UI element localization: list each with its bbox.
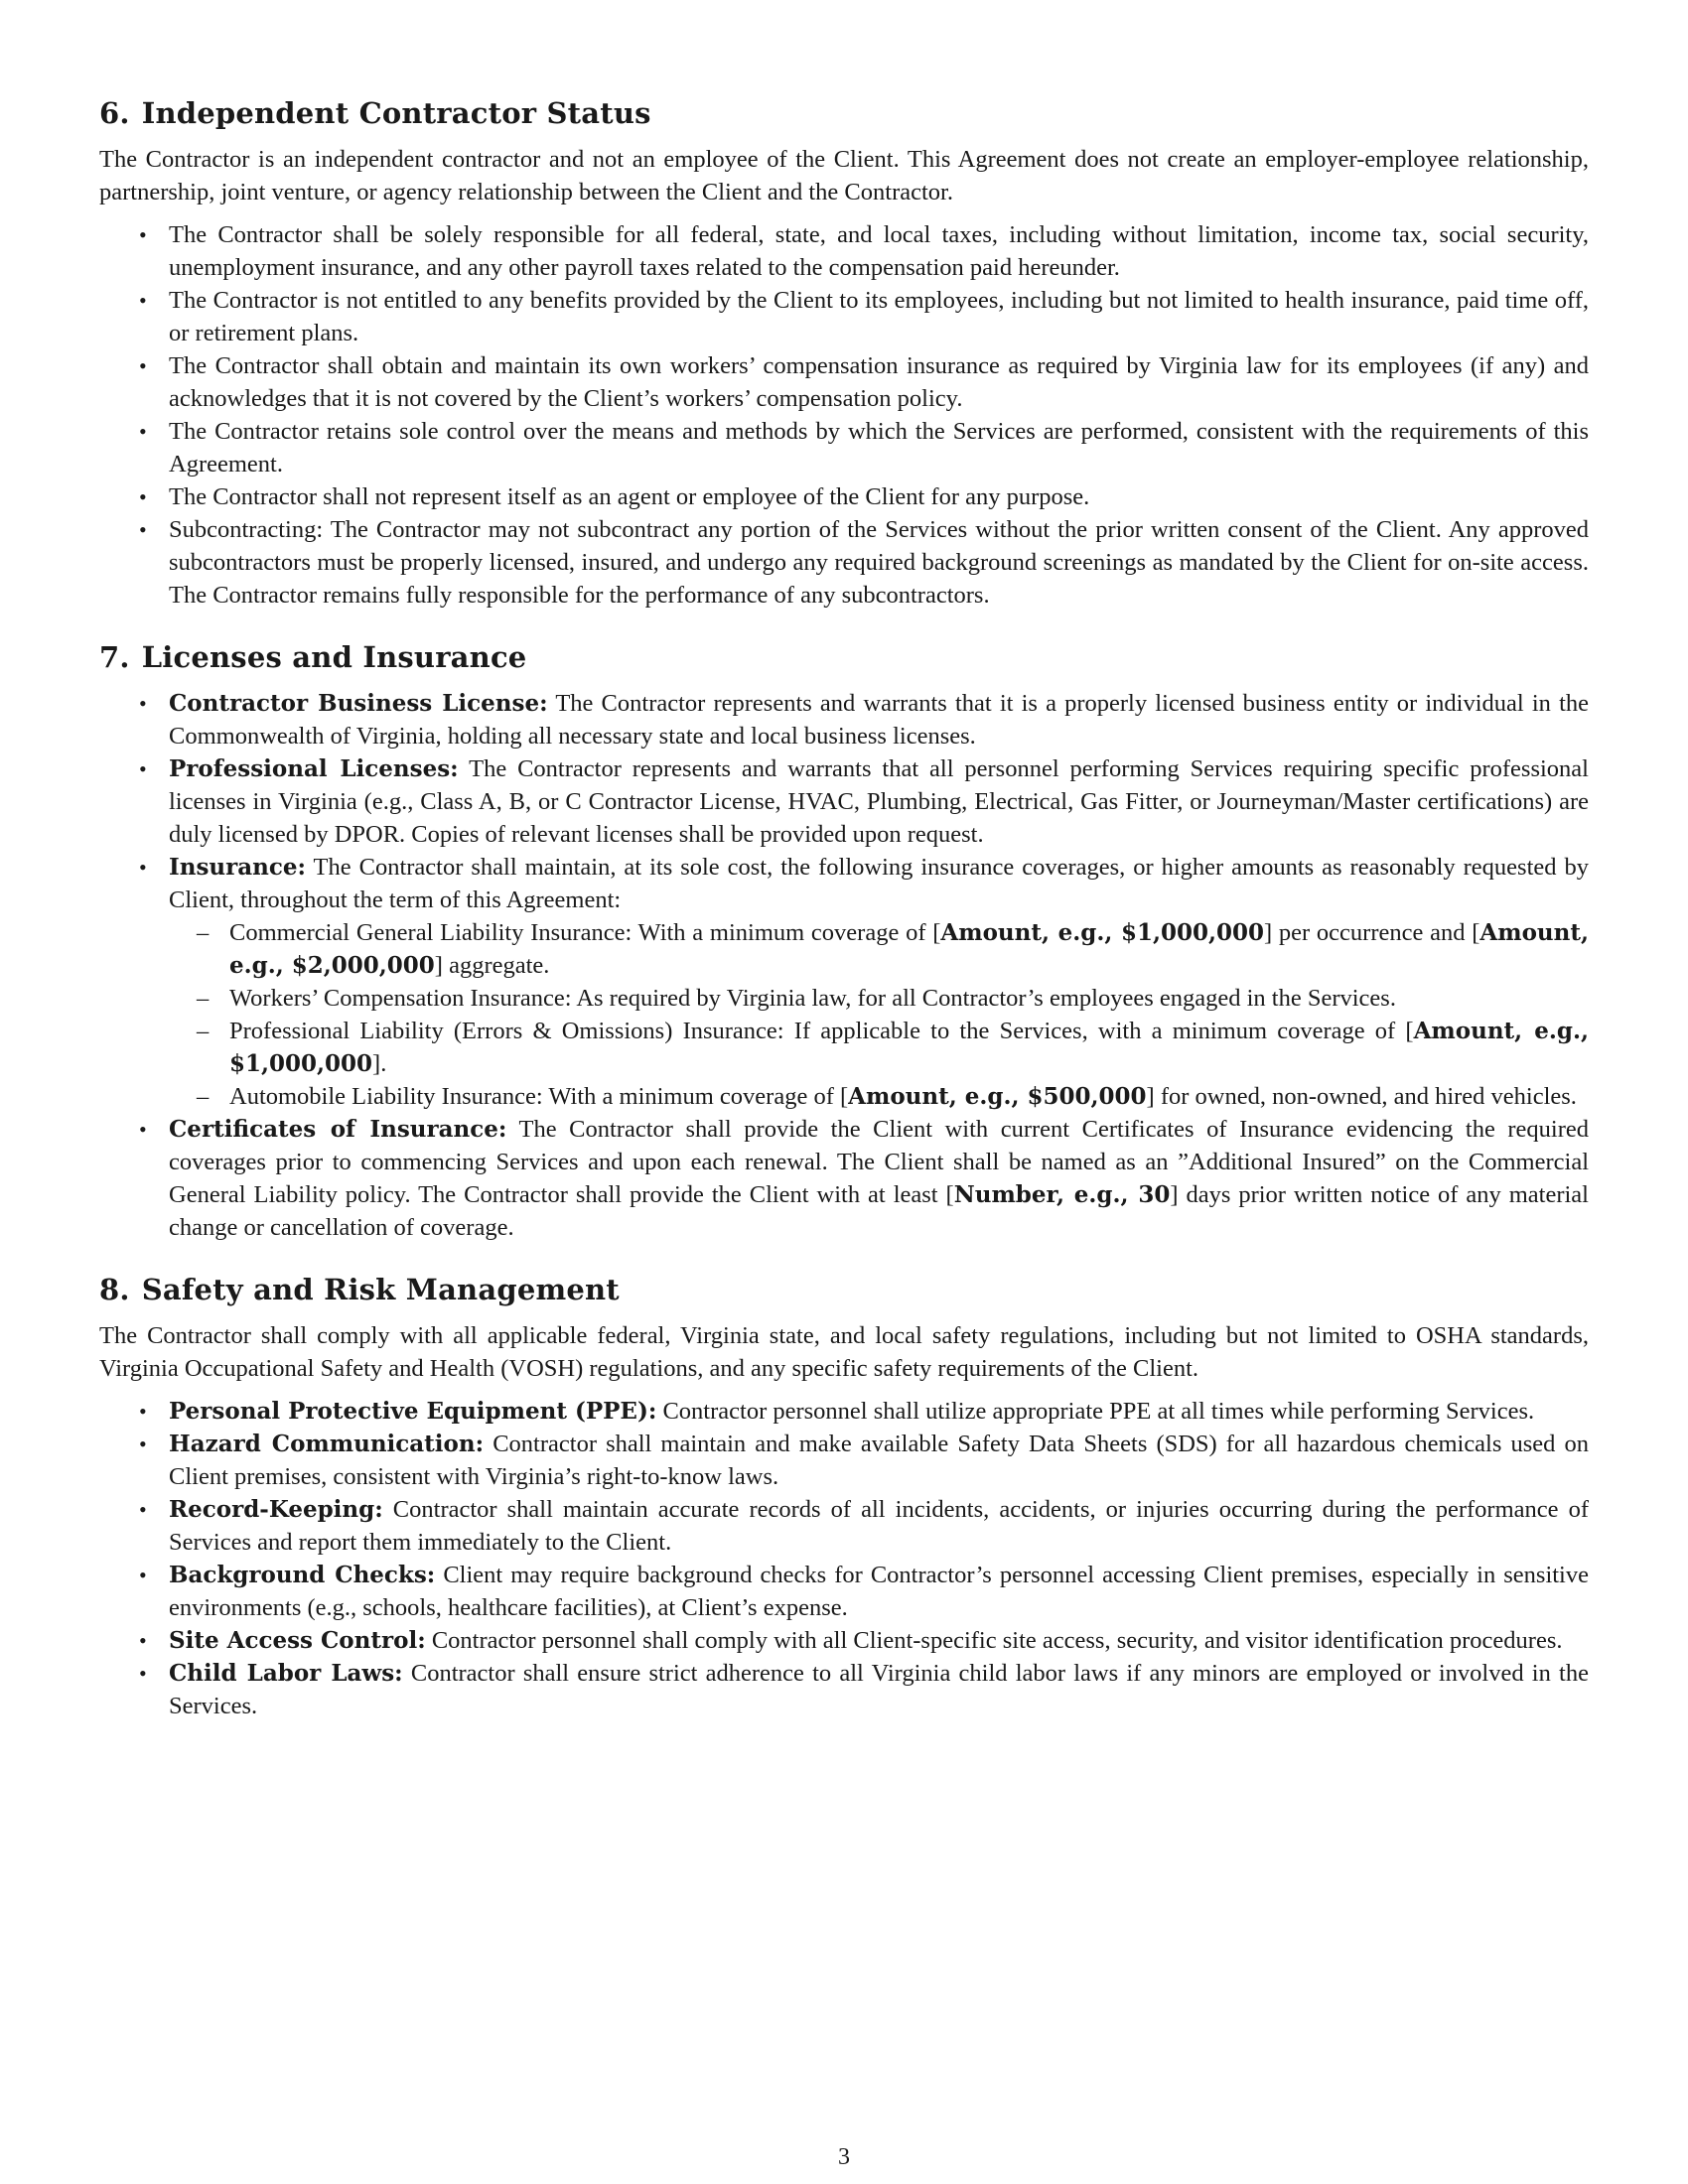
list-item: • The Contractor retains sole control over the means and methods by which the Services are performed, consistent with the requirements of this Agreement.	[99, 415, 1589, 480]
bullet-icon: •	[139, 222, 147, 247]
list-item: • Contractor Business License: The Contractor represents and warrants that it is a properly licensed business entity or individual in the Commonwealth of Virginia, holding all necessary state and local business licenses.	[99, 687, 1589, 752]
section-heading	[99, 639, 1589, 675]
bullet-icon: •	[139, 1497, 147, 1522]
section-number: 8.	[99, 1273, 130, 1306]
section-title: Licenses and Insurance	[141, 640, 527, 674]
item-label: Record-Keeping:	[169, 1496, 383, 1523]
dash-icon: –	[197, 1083, 210, 1110]
section-safety-and-risk-management	[99, 1272, 1589, 1722]
section-title: Independent Contractor Status	[141, 96, 651, 130]
sub-list-item: – Automobile Liability Insurance: With a minimum coverage of [Amount, e.g., $500,000] for owned, non-owned, and hired vehicles.	[169, 1080, 1589, 1113]
list-item: • Background Checks: Client may require background checks for Contractor’s personnel accessing Client premises, especially in sensitive environments (e.g., schools, healthcare facilities), at Client’s expense.	[99, 1559, 1589, 1624]
bullet-icon: •	[139, 691, 147, 716]
bullet-list	[99, 218, 1589, 612]
bullet-icon: •	[139, 756, 147, 781]
item-label: Hazard Communication:	[169, 1431, 485, 1457]
bullet-icon: •	[139, 288, 147, 313]
section-licenses-and-insurance	[99, 639, 1589, 1244]
list-item: • The Contractor is not entitled to any benefits provided by the Client to its employees, including but not limited to health insurance, paid time off, or retirement plans.	[99, 284, 1589, 349]
list-item: • The Contractor shall be solely responsible for all federal, state, and local taxes, including without limitation, income tax, social security, unemployment insurance, and any other payroll taxes related to the compensation paid hereunder.	[99, 218, 1589, 284]
list-item: • Child Labor Laws: Contractor shall ensure strict adherence to all Virginia child labor laws if any minors are employed or involved in the Services.	[99, 1657, 1589, 1722]
bullet-icon: •	[139, 1563, 147, 1587]
dash-icon: –	[197, 919, 210, 946]
bullet-icon: •	[139, 419, 147, 444]
section-heading	[99, 1272, 1589, 1307]
dash-icon: –	[197, 985, 210, 1012]
section-intro: The Contractor is an independent contractor and not an employee of the Client. This Agreement does not create an employer-employee relationship, partnership, joint venture, or agency relationship between the Client and the Contractor.	[99, 146, 1589, 205]
list-item: • Hazard Communication: Contractor shall maintain and make available Safety Data Sheets (SDS) for all hazardous chemicals used on Client premises, consistent with Virginia’s right-to-know laws.	[99, 1428, 1589, 1493]
section-heading	[99, 95, 1589, 131]
bullet-icon: •	[139, 1117, 147, 1142]
section-intro: The Contractor shall comply with all applicable federal, Virginia state, and local safety regulations, including but not limited to OSHA standards, Virginia Occupational Safety and Health (VOSH) regulations, and any specific safety requirements of the Client.	[99, 1322, 1589, 1382]
item-label: Site Access Control:	[169, 1627, 426, 1654]
list-item: • The Contractor shall not represent itself as an agent or employee of the Client for any purpose.	[99, 480, 1589, 513]
sub-list	[169, 916, 1589, 1113]
bullet-icon: •	[139, 1399, 147, 1424]
item-label: Background Checks:	[169, 1562, 436, 1588]
bullet-icon: •	[139, 1628, 147, 1653]
dash-icon: –	[197, 1018, 210, 1044]
bullet-icon: •	[139, 484, 147, 509]
list-item: • The Contractor shall obtain and maintain its own workers’ compensation insurance as required by Virginia law for its employees (if any) and acknowledges that it is not covered by the Client’s workers’ compensation policy.	[99, 349, 1589, 415]
sub-list-item: – Commercial General Liability Insurance: With a minimum coverage of [Amount, e.g., $1,000,000] per occurrence and [Amount, e.g., $2,000,000] aggregate.	[169, 916, 1589, 982]
list-item: • Subcontracting: The Contractor may not subcontract any portion of the Services without the prior written consent of the Client. Any approved subcontractors must be properly licensed, insured, and undergo any required background screenings as mandated by the Client for on-site access. The Contractor remains fully responsible for the performance of any subcontractors.	[99, 513, 1589, 612]
bullet-icon: •	[139, 1432, 147, 1456]
bullet-icon: •	[139, 1661, 147, 1686]
bullet-list	[99, 1395, 1589, 1722]
list-item: • Certificates of Insurance: The Contractor shall provide the Client with current Certificates of Insurance evidencing the required coverages prior to commencing Services and upon each renewal. The Client shall be named as an ”Additional Insured” on the Commercial General Liability policy. The Contractor shall provide the Client with at least [Number, e.g., 30] days prior written notice of any material change or cancellation of coverage.	[99, 1113, 1589, 1244]
item-label: Contractor Business License:	[169, 690, 548, 717]
section-title: Safety and Risk Management	[141, 1273, 620, 1306]
item-label: Insurance:	[169, 854, 307, 881]
page-number: 3	[838, 2144, 850, 2170]
item-label: Personal Protective Equipment (PPE):	[169, 1398, 657, 1425]
bullet-icon: •	[139, 517, 147, 542]
list-item: • Site Access Control: Contractor personnel shall comply with all Client-specific site access, security, and visitor identification procedures.	[99, 1624, 1589, 1657]
item-label: Child Labor Laws:	[169, 1660, 403, 1687]
bullet-icon: •	[139, 353, 147, 378]
bullet-icon: •	[139, 855, 147, 880]
sub-list-item: – Professional Liability (Errors & Omissions) Insurance: If applicable to the Services, with a minimum coverage of [Amount, e.g., $1,000,000].	[169, 1015, 1589, 1080]
item-label: Certificates of Insurance:	[169, 1116, 507, 1143]
item-label: Professional Licenses:	[169, 755, 459, 782]
list-item: • Record-Keeping: Contractor shall maintain accurate records of all incidents, accidents, or injuries occurring during the performance of Services and report them immediately to the Client.	[99, 1493, 1589, 1559]
section-number: 6.	[99, 96, 130, 130]
list-item: • Personal Protective Equipment (PPE): Contractor personnel shall utilize appropriate PPE at all times while performing Services.	[99, 1395, 1589, 1428]
sub-list-item: – Workers’ Compensation Insurance: As required by Virginia law, for all Contractor’s employees engaged in the Services.	[169, 982, 1589, 1015]
list-item: • Professional Licenses: The Contractor represents and warrants that all personnel performing Services requiring specific professional licenses in Virginia (e.g., Class A, B, or C Contractor License, HVAC, Plumbing, Electrical, Gas Fitter, or Journeyman/Master certifications) are duly licensed by DPOR. Copies of relevant licenses shall be provided upon request.	[99, 752, 1589, 851]
document-page	[99, 95, 1589, 1750]
section-number: 7.	[99, 640, 130, 674]
bullet-list	[99, 687, 1589, 1244]
list-item: • Insurance: The Contractor shall maintain, at its sole cost, the following insurance coverages, or higher amounts as reasonably requested by Client, throughout the term of this Agreement: – Commercial General Liability Insurance: With a minimum coverage of [Amount, e.g., $1,000,000] per occurrence and [Amount, e.g., $2,000,000] aggregate. – Workers’ Compensation Insurance: As required by Virginia law, for all Contractor’s employees engaged in the Services. – Professional Liability (Errors & Omissions) Insurance: If applicable to the Services, with a minimum coverage of [Amount, e.g., $1,000,000]. – Automobile Liability Insurance: With a minimum coverage of [Amount, e.g., $500,000] for owned, non-owned, and hired vehicles.	[99, 851, 1589, 1113]
section-independent-contractor-status	[99, 95, 1589, 612]
